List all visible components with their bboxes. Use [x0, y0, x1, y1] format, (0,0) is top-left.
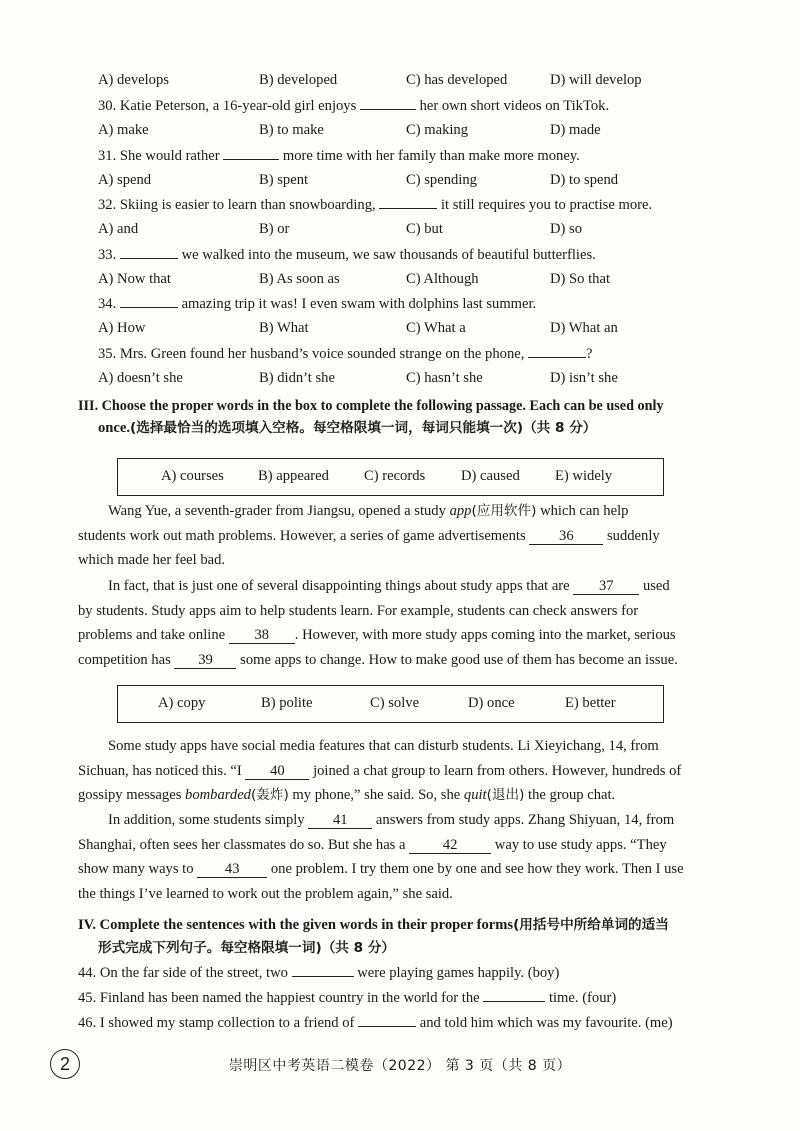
q33-text-post: we walked into the museum, we saw thousands of beautiful butterflies. [181, 247, 596, 263]
box2-word-d: D) once [468, 695, 515, 711]
section-4-heading-line2 [98, 938, 722, 958]
blank-39[interactable]: 39 [174, 652, 236, 669]
q31-option-a: A) spend [98, 172, 152, 188]
passage-paragraph-2 [78, 574, 722, 672]
p2-line-3 [78, 623, 722, 648]
q46-blank[interactable] [358, 1012, 416, 1027]
word-box-1 [117, 458, 664, 496]
box2-word-e: E) better [565, 695, 616, 711]
q35-option-b: B) didn’t she [259, 370, 335, 386]
blank-43[interactable]: 43 [197, 861, 267, 878]
q29-option-c: C) has developed [406, 72, 508, 88]
page-circle-number: 2 [50, 1049, 80, 1079]
q46-text-pre: 46. I showed my stamp collection to a friend of [78, 1015, 355, 1031]
box1-word-a: A) courses [161, 468, 224, 484]
p3-quit-gloss: (退出) [486, 787, 525, 803]
q32-stem [98, 194, 722, 215]
blank-41[interactable]: 41 [308, 812, 372, 829]
q33-text-pre: 33. [98, 247, 117, 263]
p3-text: the group chat. [528, 787, 616, 803]
p4-line-1 [78, 808, 722, 833]
p1-text: which made her feel bad. [78, 552, 226, 568]
q32-option-d: D) so [550, 221, 583, 237]
blank-37[interactable]: 37 [573, 578, 639, 595]
p1-app-word: app [449, 503, 472, 519]
p3-bombarded-gloss: (轰炸) [250, 787, 289, 803]
p4-text: one problem. I try them one by one and see how they work. Then I use [270, 861, 684, 877]
blank-38[interactable]: 38 [229, 627, 295, 644]
p1-line-3 [78, 548, 722, 573]
p2-text: . However, with more study apps coming into the market, serious [294, 627, 676, 643]
q35-option-a: A) doesn’t she [98, 370, 183, 386]
p2-text: In fact, that is just one of several disappointing things about study apps that are [108, 578, 570, 594]
q30-blank[interactable] [360, 95, 416, 110]
box1-word-c: C) records [364, 468, 426, 484]
q32-blank[interactable] [379, 194, 437, 209]
q30-option-b: B) to make [259, 122, 324, 138]
section-4-title-cn-1: (用括号中所给单词的适当 [513, 917, 669, 933]
section-3-heading-line1 [78, 396, 722, 416]
q30-option-c: C) making [406, 122, 469, 138]
q31-text-post: more time with her family than make more money. [282, 148, 580, 164]
q35-option-c: C) hasn’t she [406, 370, 483, 386]
section-3-title-en: III. Choose the proper words in the box to complete the following passage. Each can be used only [78, 398, 664, 414]
blank-40[interactable]: 40 [245, 763, 309, 780]
q32-option-b: B) or [259, 221, 290, 237]
p3-text: joined a chat group to learn from others. However, hundreds of [313, 762, 682, 779]
q31-stem [98, 145, 722, 166]
q32-text-pre: 32. Skiing is easier to learn than snowboarding, [98, 197, 376, 213]
footer-text: 崇明区中考英语二模卷（2022） 第 3 页（共 8 页） [228, 1058, 572, 1074]
q31-option-c: C) spending [406, 172, 477, 188]
word-box-2 [117, 685, 664, 723]
box2-word-c: C) solve [370, 695, 420, 711]
section-4-title-cn-2: 形式完成下列句子。每空格限填一词)（共 8 分） [98, 940, 396, 956]
q44-blank[interactable] [292, 962, 354, 977]
p3-bombarded-word: bombarded [185, 787, 251, 803]
q34-blank[interactable] [120, 293, 178, 308]
q33-option-d: D) So that [550, 271, 610, 287]
q35-option-d: D) isn’t she [550, 370, 618, 386]
p1-line-1 [78, 499, 722, 524]
q30-text-pre: 30. Katie Peterson, a 16-year-old girl enjoys [98, 98, 357, 114]
p3-line-3 [78, 783, 722, 808]
q34-option-c: C) What a [406, 320, 466, 336]
q46-stem [78, 1012, 730, 1033]
q29-option-b: B) developed [259, 72, 338, 88]
page-footer [0, 1053, 800, 1083]
p2-text: used [642, 578, 670, 594]
p4-line-2 [78, 833, 722, 858]
q30-text-post: her own short videos on TikTok. [419, 98, 610, 114]
section-3-title-cn: (选择最恰当的选项填入空格。每空格限填一词，每词只能填一次)（共 8 分） [130, 420, 597, 436]
p4-text: In addition, some students simply [108, 812, 305, 828]
q31-text-pre: 31. She would rather [98, 148, 220, 164]
p3-line-1 [78, 734, 722, 759]
p3-text: Sichuan, has noticed this. “I [78, 762, 242, 779]
q34-text-pre: 34. [98, 296, 117, 312]
q33-option-b: B) As soon as [259, 271, 340, 287]
p3-text: gossipy messages [78, 787, 182, 803]
passage-paragraph-3 [78, 734, 722, 808]
q34-option-d: D) What an [550, 320, 618, 336]
q45-stem [78, 987, 722, 1008]
q33-option-c: C) Although [406, 271, 479, 287]
p3-text: Some study apps have social media features that can disturb students. Li Xieyichang, 14, from [108, 738, 659, 754]
q29-option-a: A) develops [98, 72, 169, 88]
q44-text-pre: 44. On the far side of the street, two [78, 965, 288, 981]
q44-stem [78, 962, 722, 983]
q32-text-post: it still requires you to practise more. [440, 197, 653, 213]
p1-text: Wang Yue, a seventh-grader from Jiangsu, opened a study [108, 503, 446, 519]
q44-text-post: were playing games happily. (boy) [357, 965, 560, 981]
q35-blank[interactable] [528, 343, 586, 358]
q30-stem [98, 95, 722, 116]
q34-stem [98, 293, 722, 314]
p1-text-tail: which can help [540, 503, 629, 519]
p3-quit-word: quit [463, 787, 487, 803]
q31-option-d: D) to spend [550, 172, 619, 188]
section-3-heading-line2 [98, 418, 722, 438]
q30-option-a: A) make [98, 122, 149, 138]
box2-word-a: A) copy [158, 695, 206, 711]
q33-stem [98, 244, 722, 265]
box2-word-b: B) polite [261, 695, 313, 711]
q34-option-a: A) How [98, 320, 146, 336]
p2-text: problems and take online [78, 627, 226, 643]
box1-word-d: D) caused [461, 468, 520, 484]
section-4-heading-line1 [78, 915, 722, 935]
p4-text: way to use study apps. “They [494, 836, 667, 853]
q29-option-d: D) will develop [550, 72, 642, 88]
q33-blank[interactable] [120, 244, 178, 259]
box1-word-e: E) widely [555, 468, 613, 484]
q30-option-d: D) made [550, 122, 601, 138]
p2-line-4 [78, 648, 722, 673]
q46-text-post: and told him which was my favourite. (me) [419, 1015, 673, 1031]
blank-36[interactable]: 36 [529, 528, 603, 545]
p2-text: competition has [78, 651, 171, 668]
p2-text: some apps to change. How to make good use of them has become an issue. [240, 651, 678, 668]
q32-option-a: A) and [98, 221, 139, 237]
p2-line-1 [78, 574, 722, 599]
q45-text-post: time. (four) [548, 990, 617, 1006]
q35-stem [98, 343, 722, 364]
p2-text: by students. Study apps aim to help students learn. For example, students can check answers for [78, 602, 639, 619]
q32-option-c: C) but [406, 221, 443, 237]
p1-text: students work out math problems. However, a series of game advertisements [78, 527, 526, 544]
p3-line-2 [78, 759, 722, 784]
q33-option-a: A) Now that [98, 271, 171, 287]
p1-line-2 [78, 524, 722, 549]
q45-blank[interactable] [483, 987, 545, 1002]
blank-42[interactable]: 42 [409, 837, 491, 854]
p3-text: my phone,” she said. So, she [292, 787, 461, 803]
q31-option-b: B) spent [259, 172, 309, 188]
p1-text: suddenly [606, 527, 660, 544]
p4-line-3 [78, 857, 722, 882]
section-4-title-en: IV. Complete the sentences with the given words in their proper forms [78, 917, 514, 933]
p4-text: answers from study apps. Zhang Shiyuan, 14, from [375, 812, 675, 828]
passage-paragraph-4 [78, 808, 722, 906]
p4-text: Shanghai, often sees her classmates do so. But she has a [78, 836, 406, 853]
section-3-title-en-cont: once. [98, 420, 131, 436]
box1-word-b: B) appeared [258, 468, 329, 484]
q45-text-pre: 45. Finland has been named the happiest country in the world for the [78, 990, 480, 1006]
q31-blank[interactable] [223, 145, 279, 160]
p4-line-4 [78, 882, 722, 907]
p4-text: the things I’ve learned to work out the problem again,” she said. [78, 885, 453, 902]
q34-text-post: amazing trip it was! I even swam with dolphins last summer. [181, 296, 537, 312]
q35-text-pre: 35. Mrs. Green found her husband’s voice sounded strange on the phone, [98, 346, 525, 362]
p1-app-gloss: (应用软件) [471, 503, 537, 519]
q35-text-post: ? [586, 346, 593, 362]
p4-text: show many ways to [78, 861, 194, 877]
p2-line-2 [78, 599, 722, 624]
passage-paragraph-1 [78, 499, 722, 573]
q34-option-b: B) What [259, 320, 309, 336]
